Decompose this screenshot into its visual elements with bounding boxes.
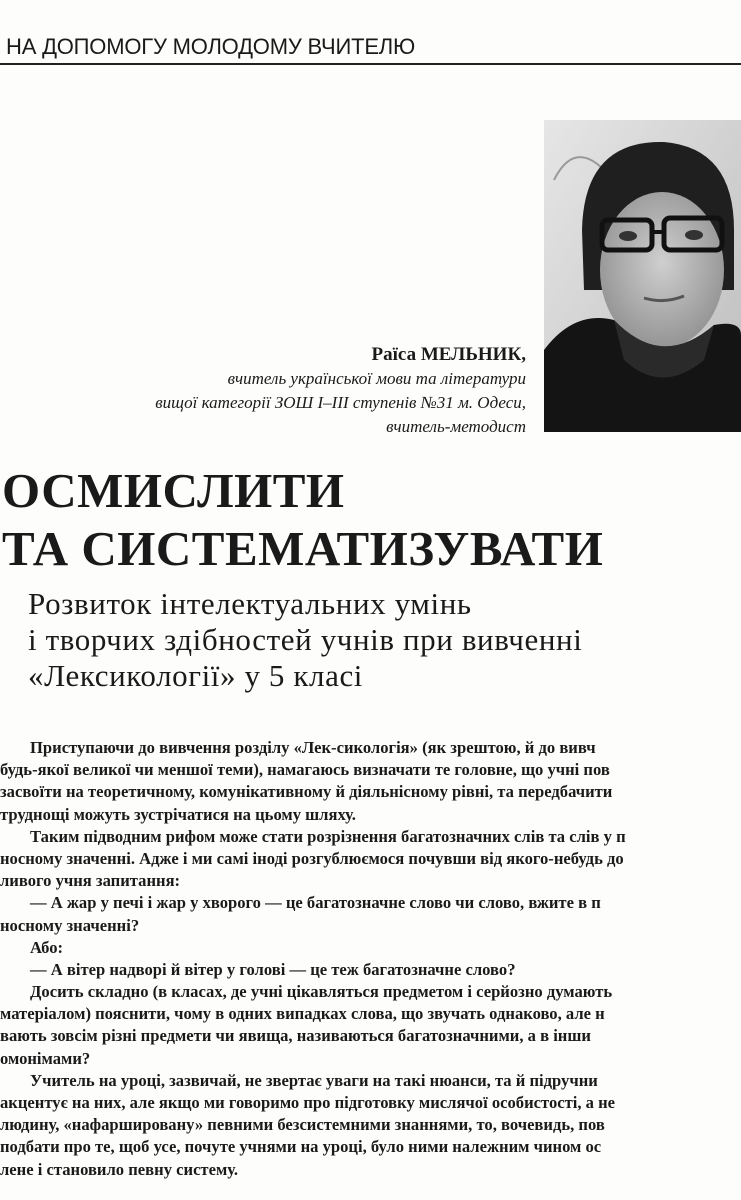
body-line: будь-якої великої чи меншої теми), намагаюсь визначати те головне, що учні пов xyxy=(0,760,610,780)
body-line: матеріалом) пояснити, чому в одних випадках слова, що звучать однаково, але н xyxy=(0,1004,605,1024)
body-line: акцентує на них, але якщо ми говоримо про підготовку мислячої особистості, а не xyxy=(0,1093,616,1112)
body-line: носному значенні. Адже і ми самі іноді розгублюємося почувши від якого-небудь до xyxy=(0,848,624,868)
body-line: Приступаючи до вивчення розділу «Лек-сикологія» (як зрештою, й до вивч xyxy=(30,738,596,757)
body-line: — А жар у печі і жар у хворого — це багатозначне слово чи слово, вжите в п xyxy=(30,893,601,913)
author-rank: вчитель-методист xyxy=(386,417,526,436)
rubric-divider xyxy=(0,63,741,65)
title-line-1: ОСМИСЛИТИ xyxy=(2,463,345,518)
author-school: вищої категорії ЗОШ І–ІІІ ступенів №31 м. Одеси, xyxy=(155,393,526,412)
author-portrait-image xyxy=(544,120,741,432)
body-line: Або: xyxy=(30,937,64,957)
article-body xyxy=(0,737,741,1181)
body-line: Таким підводним рифом може стати розрізнення багатозначних слів та слів у п xyxy=(30,826,626,846)
subtitle-line-3: «Лексикології» у 5 класі xyxy=(28,658,364,693)
body-line: носному значенні? xyxy=(0,915,140,935)
author-block xyxy=(6,343,526,439)
body-line: Досить складно (в класах, де учні цікавляться предметом і серйозно думають xyxy=(30,982,613,1002)
body-line: ливого учня запитання: xyxy=(0,871,181,891)
body-line: засвоїти на теоретичному, комунікативному й діяльнісному рівні, та передбачити xyxy=(0,782,613,802)
article-title xyxy=(2,462,603,578)
article-subtitle xyxy=(28,586,582,694)
body-line: труднощі можуть зустрічатися на цьому шляху. xyxy=(0,804,356,824)
body-line: — А вітер надворі й вітер у голові — це теж багатозначне слово? xyxy=(30,959,516,979)
body-line: людину, «нафаршировану» певними безсистемними знаннями, то, вочевидь, пов xyxy=(0,1115,605,1135)
author-name: Раїса МЕЛЬНИК, xyxy=(371,344,526,365)
body-line: подбати про те, щоб усе, почуте учнями на уроці, було ними належним чином ос xyxy=(0,1137,602,1157)
author-position: вчитель української мови та літератури xyxy=(227,369,526,388)
body-line: вають зовсім різні предмети чи явища, називаються багатозначними, а в інши xyxy=(0,1026,591,1046)
author-photo xyxy=(544,120,741,432)
section-rubric: НА ДОПОМОГУ МОЛОДОМУ ВЧИТЕЛЮ xyxy=(6,34,416,59)
body-line: омонімами? xyxy=(0,1048,91,1068)
title-line-2: ТА СИСТЕМАТИЗУВАТИ xyxy=(2,521,604,576)
subtitle-line-1: Розвиток інтелектуальних умінь xyxy=(28,586,472,621)
subtitle-line-2: і творчих здібностей учнів при вивченні xyxy=(28,622,583,657)
body-line: Учитель на уроці, зазвичай, не звертає уваги на такі нюанси, та й підручни xyxy=(30,1070,598,1090)
body-line: лене і становило певну систему. xyxy=(0,1159,239,1179)
